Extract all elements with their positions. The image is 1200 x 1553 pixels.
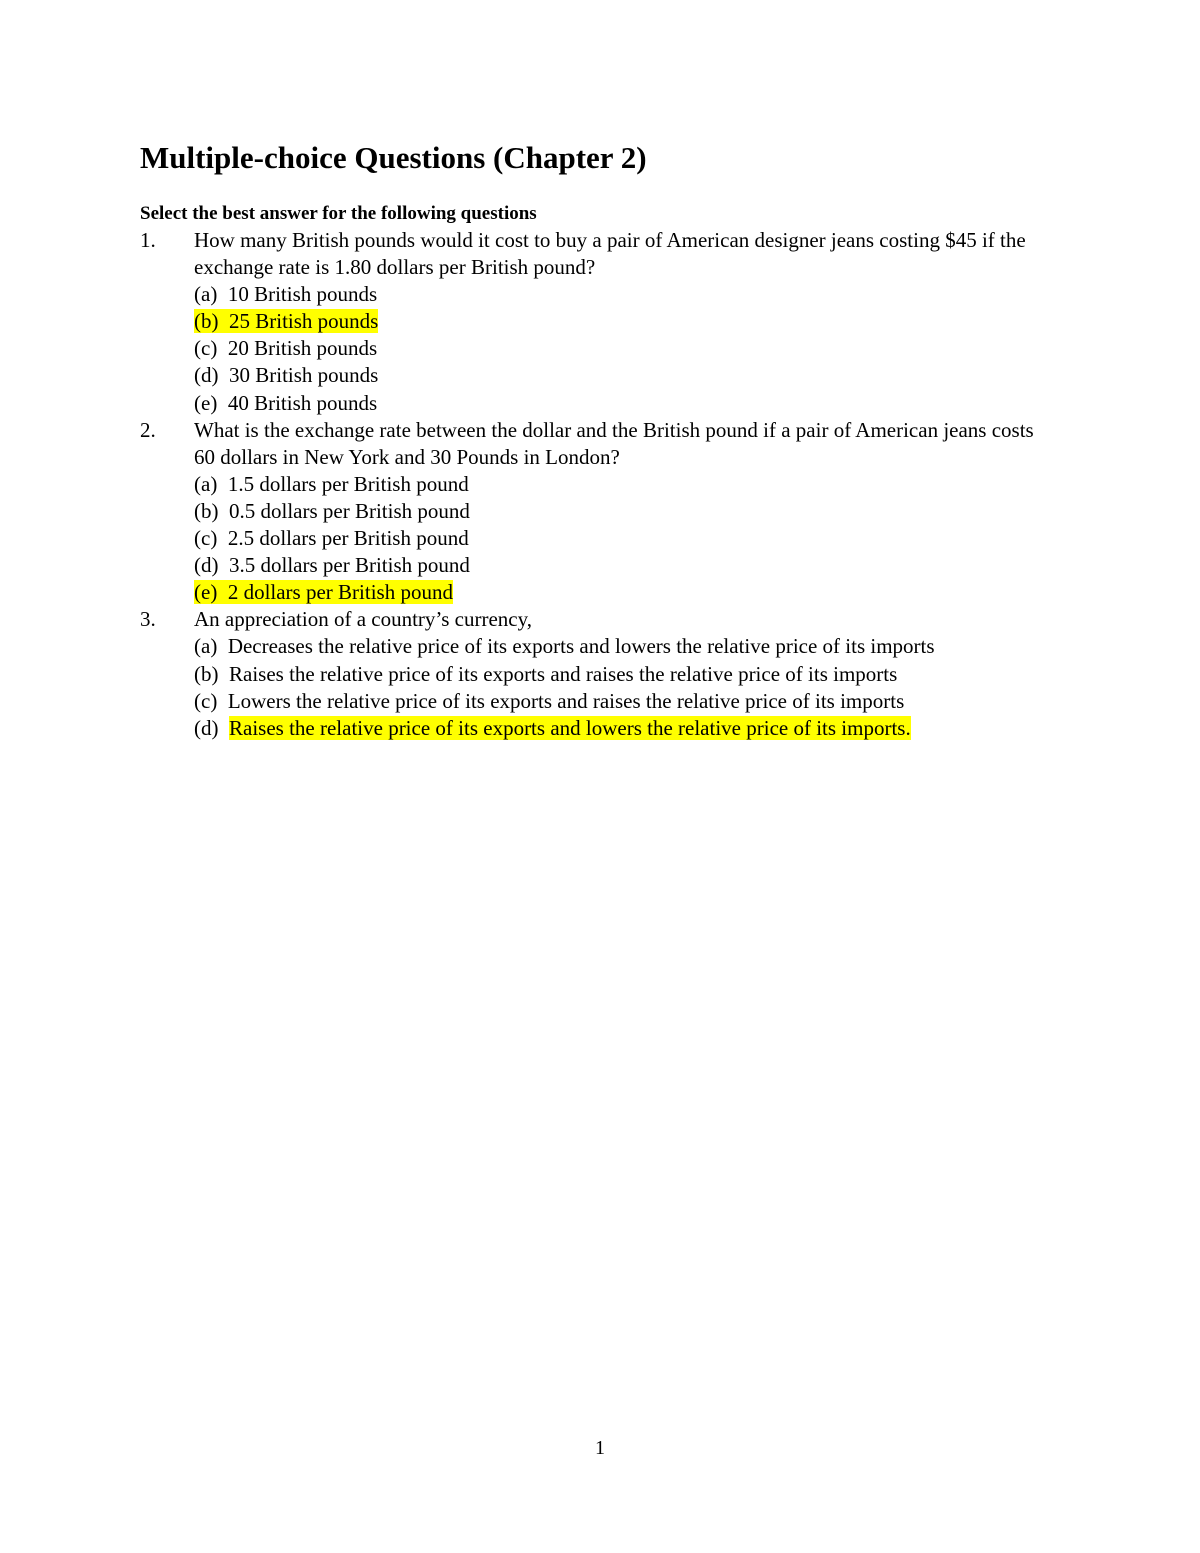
highlighted-answer [194,309,378,333]
option-label: (b) [194,661,219,686]
option-label: (b) [194,309,219,334]
question-1 [140,227,1040,417]
question-list [140,227,1040,742]
option-label: (d) [194,553,219,578]
option-text: 10 British pounds [227,282,378,307]
question-body [194,606,1040,741]
question-text: What is the exchange rate between the dollar and the British pound if a pair of American jeans costs 60 dollars in New York and 30 Pounds in London? [194,417,1034,469]
option-label: (e) [194,580,218,605]
option-d [194,715,1040,742]
option-text: Lowers the relative price of its exports and raises the relative price of its imports [227,688,905,713]
option-label: (c) [194,336,218,361]
option-label: (d) [194,715,219,740]
option-label: (d) [194,363,219,388]
option-label: (e) [194,390,218,415]
option-text: 1.5 dollars per British pound [227,471,469,496]
option-c [194,688,1040,715]
option-label: (c) [194,688,218,713]
document-title: Multiple-choice Questions (Chapter 2) [140,140,647,175]
option-text: 2.5 dollars per British pound [227,526,469,551]
option-label: (c) [194,526,218,551]
question-number: 2. [140,417,156,442]
option-label: (a) [194,471,218,496]
option-label: (a) [194,282,218,307]
option-text: Decreases the relative price of its exports and lowers the relative price of its imports [227,634,935,659]
question-number: 3. [140,607,156,632]
option-text: 2 dollars per British pound [227,580,453,605]
option-label: (a) [194,634,218,659]
question-number: 1. [140,228,156,252]
option-a [194,633,1040,660]
option-text: Raises the relative price of its exports and raises the relative price of its imports [229,661,898,686]
option-a [194,471,1040,498]
instructions: Select the best answer for the following questions [140,203,537,224]
question-text: How many British pounds would it cost to buy a pair of American designer jeans costing $45 if the exchange rate is 1.80 dollars per British pound? [194,228,1026,280]
option-label: (b) [194,498,219,523]
option-e [194,390,1040,417]
page-number: 1 [595,1437,605,1459]
option-c [194,335,1040,362]
option-text: 3.5 dollars per British pound [229,553,470,578]
option-text: 20 British pounds [227,336,378,361]
option-b [194,661,1040,688]
option-c [194,525,1040,552]
option-b [194,498,1040,525]
highlighted-answer: Raises the relative price of its exports and lowers the relative price of its imports. [229,715,911,740]
option-b [194,308,1040,335]
option-text: 30 British pounds [229,363,379,388]
question-2 [140,417,1040,607]
question-text: An appreciation of a country’s currency, [194,607,532,632]
option-a [194,281,1040,308]
option-text: 40 British pounds [227,390,378,415]
option-text: 0.5 dollars per British pound [229,498,470,523]
highlighted-answer [194,580,453,604]
question-body [194,227,1040,417]
option-d [194,362,1040,389]
option-d [194,552,1040,579]
option-e [194,579,1040,606]
option-text: 25 British pounds [229,309,379,334]
question-body [194,417,1040,607]
question-3 [140,606,1040,741]
